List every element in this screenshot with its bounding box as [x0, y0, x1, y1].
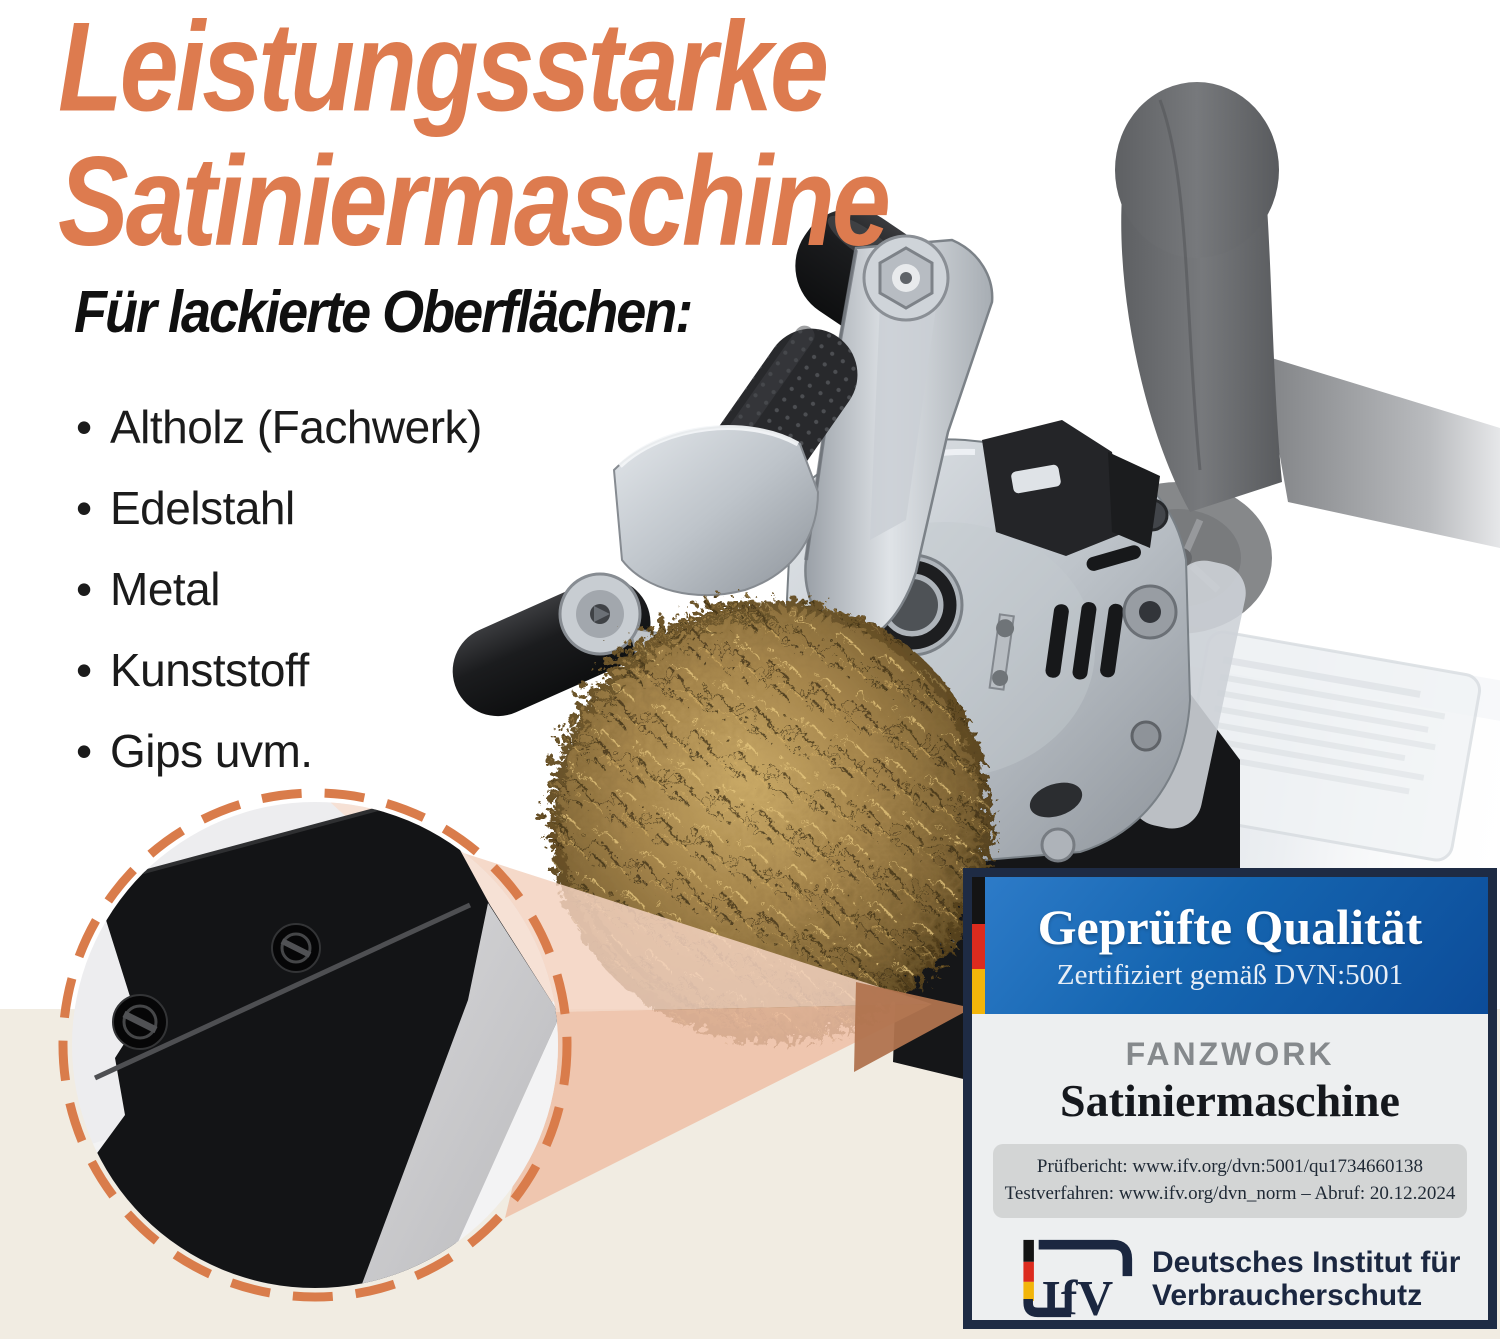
quality-certificate-badge	[963, 868, 1497, 1329]
side-handle-ghost	[1115, 82, 1500, 548]
list-item	[76, 629, 482, 710]
feature-label: Edelstahl	[110, 481, 295, 534]
institute-name: Deutsches Institut für Verbraucherschutz	[1152, 1245, 1461, 1312]
ifv-logo	[1010, 1238, 1136, 1320]
certificate-subtitle: Zertifiziert gemäß DVN:5001	[1056, 958, 1404, 991]
feature-label: Kunststoff	[110, 643, 309, 696]
ifv-flag-gold	[1023, 1282, 1033, 1301]
headline	[58, 0, 888, 273]
curved-guard-sheet	[614, 427, 818, 595]
bullet-dot: •	[76, 481, 93, 534]
feature-label: Gips uvm.	[110, 724, 313, 777]
institute-row	[1010, 1238, 1460, 1320]
brand-name: FANZWORK	[1125, 1036, 1335, 1072]
certificate-header	[972, 877, 1488, 1014]
inset-screw	[113, 995, 167, 1049]
bullet-dot: •	[76, 643, 93, 696]
certificate-title: Geprüfte Qualität	[1037, 898, 1423, 955]
list-item	[76, 548, 482, 629]
ifv-flag-black	[1023, 1240, 1033, 1262]
ifv-logo-text: IfV	[1041, 1270, 1114, 1320]
bullet-dot: •	[76, 724, 93, 777]
list-item	[76, 710, 482, 791]
german-flag-stripe	[972, 877, 985, 1014]
feature-list	[76, 386, 482, 791]
product-name: Satiniermaschine	[1060, 1075, 1400, 1126]
test-report-box	[993, 1144, 1468, 1218]
feature-label: Altholz (Fachwerk)	[110, 400, 482, 453]
headline-line1: Leistungsstarke	[58, 0, 826, 139]
feature-label: Metal	[110, 562, 220, 615]
mounting-clamp	[982, 420, 1160, 556]
headline-line2: Satiniermaschine	[58, 130, 888, 273]
list-item	[76, 386, 482, 467]
report-line: Prüfbericht: www.ifv.org/dvn:5001/qu1734660138	[1036, 1156, 1424, 1177]
list-item	[76, 467, 482, 548]
ifv-flag-red	[1023, 1262, 1033, 1282]
inset-screw	[272, 924, 320, 972]
bullet-dot: •	[76, 400, 93, 453]
subheading: Für lackierte Oberflächen:	[74, 279, 692, 346]
report-line: Testverfahren: www.ifv.org/dvn_norm – Abruf: 20.12.2024	[1004, 1182, 1456, 1204]
certificate-body	[972, 1014, 1488, 1320]
bullet-dot: •	[76, 562, 93, 615]
